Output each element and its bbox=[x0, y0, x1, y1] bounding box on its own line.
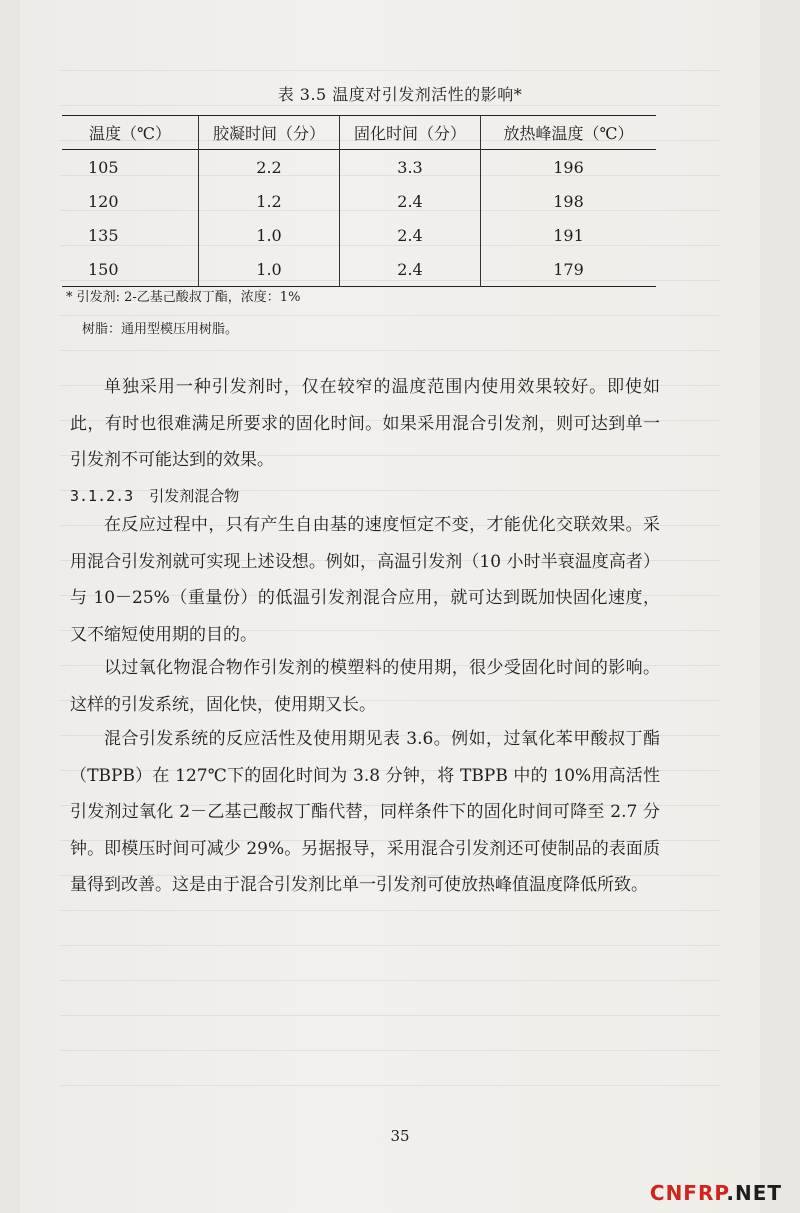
header-gel-time: 胶凝时间（分） bbox=[199, 116, 340, 150]
cell-temperature: 135 bbox=[62, 218, 199, 252]
table-footnote-resin: 树脂：通用型模压用树脂。 bbox=[82, 322, 239, 337]
header-cure-time: 固化时间（分） bbox=[340, 116, 481, 150]
cell-cure-time: 2.4 bbox=[340, 252, 481, 287]
section-title: 引发剂混合物 bbox=[149, 487, 240, 505]
table-row bbox=[62, 252, 656, 287]
table-footnote-initiator: * 引发剂: 2-乙基己酸叔丁酯，浓度：1% bbox=[66, 290, 301, 305]
table-row bbox=[62, 218, 656, 252]
section-heading bbox=[70, 485, 239, 506]
watermark-part1: CNFRP bbox=[649, 1181, 727, 1205]
cell-gel-time: 1.0 bbox=[199, 218, 340, 252]
cell-temperature: 105 bbox=[62, 150, 199, 185]
cell-cure-time: 2.4 bbox=[340, 184, 481, 218]
paragraph-mixed-initiator: 在反应过程中，只有产生自由基的速度恒定不变，才能优化交联效果。采用混合引发剂就可实现上述设想。例如，高温引发剂（10 小时半衰温度高者）与 10－25%（重量份）的低温引发剂混合应用，就可达到既加快固化速度，又不缩短使用期的目的。 bbox=[70, 515, 660, 645]
cell-exotherm-peak: 196 bbox=[553, 157, 584, 177]
cell-gel-time: 1.2 bbox=[199, 184, 340, 218]
cell-exotherm-peak: 179 bbox=[553, 259, 584, 279]
cell-cure-time: 2.4 bbox=[340, 218, 481, 252]
table-title: 表 3.5 温度对引发剂活性的影响* bbox=[277, 85, 523, 104]
cell-temperature: 150 bbox=[62, 252, 199, 287]
page-number: 35 bbox=[390, 1127, 410, 1145]
cell-exotherm-peak: 198 bbox=[553, 191, 584, 211]
watermark-part2: .NET bbox=[726, 1181, 782, 1205]
paragraph-reactivity-example: 混合引发系统的反应活性及使用期见表 3.6。例如，过氧化苯甲酸叔丁酯（TBPB）在 127℃下的固化时间为 3.8 分钟，将 TBPB 中的 10%用高活性引发剂过氧化 2－乙基己酸叔丁酯代替，同样条件下的固化时间可降至 2.7 分钟。即模压时间可减少 29%。另据报导，采用混合引发剂还可使制品的表面质量得到改善。这是由于混合引发剂比单一引发剂可使放热峰值温度降低所致。 bbox=[70, 729, 660, 895]
table-row bbox=[62, 184, 656, 218]
table-header-row bbox=[62, 116, 656, 150]
cell-cure-time: 3.3 bbox=[340, 150, 481, 185]
header-temperature: 温度（℃） bbox=[62, 116, 199, 150]
cell-temperature: 120 bbox=[62, 184, 199, 218]
paragraph-shelf-life: 以过氧化物混合物作引发剂的模塑料的使用期，很少受固化时间的影响。这样的引发系统，固化快，使用期又长。 bbox=[70, 658, 660, 715]
cell-exotherm-peak: 191 bbox=[553, 225, 584, 245]
table-row bbox=[62, 150, 656, 185]
section-number: 3.1.2.3 bbox=[70, 487, 134, 505]
data-table bbox=[62, 115, 656, 287]
cell-gel-time: 1.0 bbox=[199, 252, 340, 287]
paragraph-single-initiator: 单独采用一种引发剂时，仅在较窄的温度范围内使用效果较好。即使如此，有时也很难满足所要求的固化时间。如果采用混合引发剂，则可达到单一引发剂不可能达到的效果。 bbox=[70, 377, 660, 470]
header-exotherm-peak: 放热峰温度（℃） bbox=[503, 124, 634, 143]
site-watermark bbox=[650, 1181, 782, 1205]
cell-gel-time: 2.2 bbox=[199, 150, 340, 185]
